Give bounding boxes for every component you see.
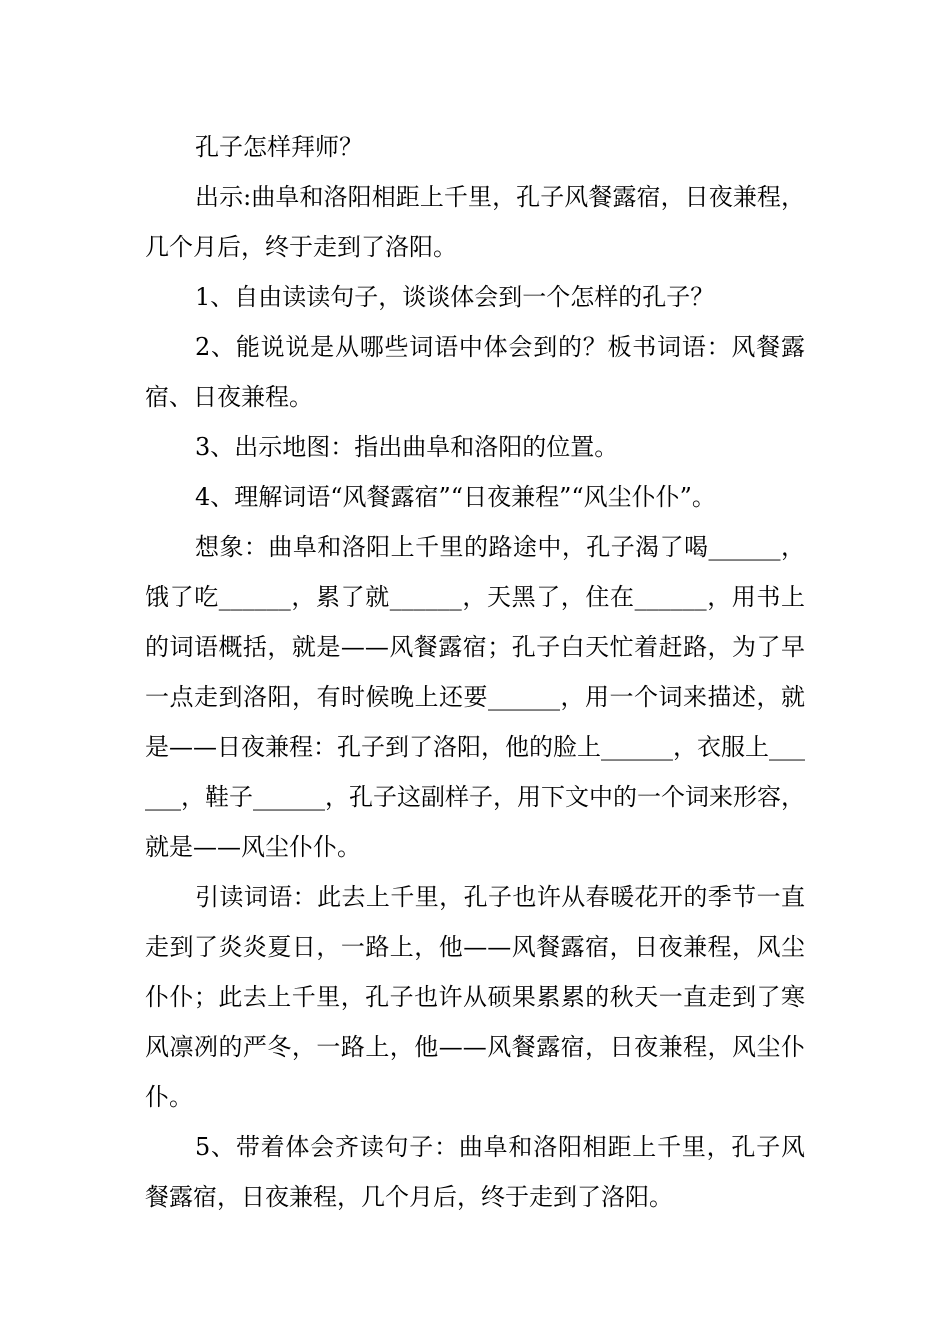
paragraph-guided-reading: 引读词语：此去上千里，孔子也许从春暖花开的季节一直走到了炎炎夏日，一路上，他——风餐露宿，日夜兼程，风尘仆仆；此去上千里，孔子也许从硕果累累的秋天一直走到了寒风凛冽的严冬，一路上，他——风餐露宿，日夜兼程，风尘仆仆。 (145, 883, 805, 1111)
paragraph-imagine: 想象：曲阜和洛阳上千里的路途中，孔子渴了喝______，饿了吃______，累了就______，天黑了，住在______，用书上的词语概括，就是——风餐露宿；孔子白天忙着赶路，为了早一点走到洛阳，有时候晚上还要______，用一个词来描述，就是——日夜兼程：孔子到了洛阳，他的脸上______，衣服上______，鞋子______，孔子这副样子，用下文中的一个词来形容，就是——风尘仆仆。 (145, 533, 805, 861)
paragraph-step-1: 1、自由读读句子，谈谈体会到一个怎样的孔子？ (195, 283, 715, 311)
paragraph-show-sentence: 出示:曲阜和洛阳相距上千里，孔子风餐露宿，日夜兼程，几个月后，终于走到了洛阳。 (145, 183, 805, 261)
paragraph-step-4: 4、理解词语“风餐露宿”“日夜兼程”“风尘仆仆”。 (195, 483, 716, 511)
paragraph-step-2: 2、能说说是从哪些词语中体会到的？板书词语：风餐露宿、日夜兼程。 (145, 333, 805, 411)
paragraph-step-3: 3、出示地图：指出曲阜和洛阳的位置。 (195, 433, 619, 461)
paragraph-question: 孔子怎样拜师？ (195, 133, 363, 161)
paragraph-step-5: 5、带着体会齐读句子：曲阜和洛阳相距上千里，孔子风餐露宿，日夜兼程，几个月后，终于走到了洛阳。 (145, 1133, 805, 1211)
document-body (145, 122, 805, 1222)
